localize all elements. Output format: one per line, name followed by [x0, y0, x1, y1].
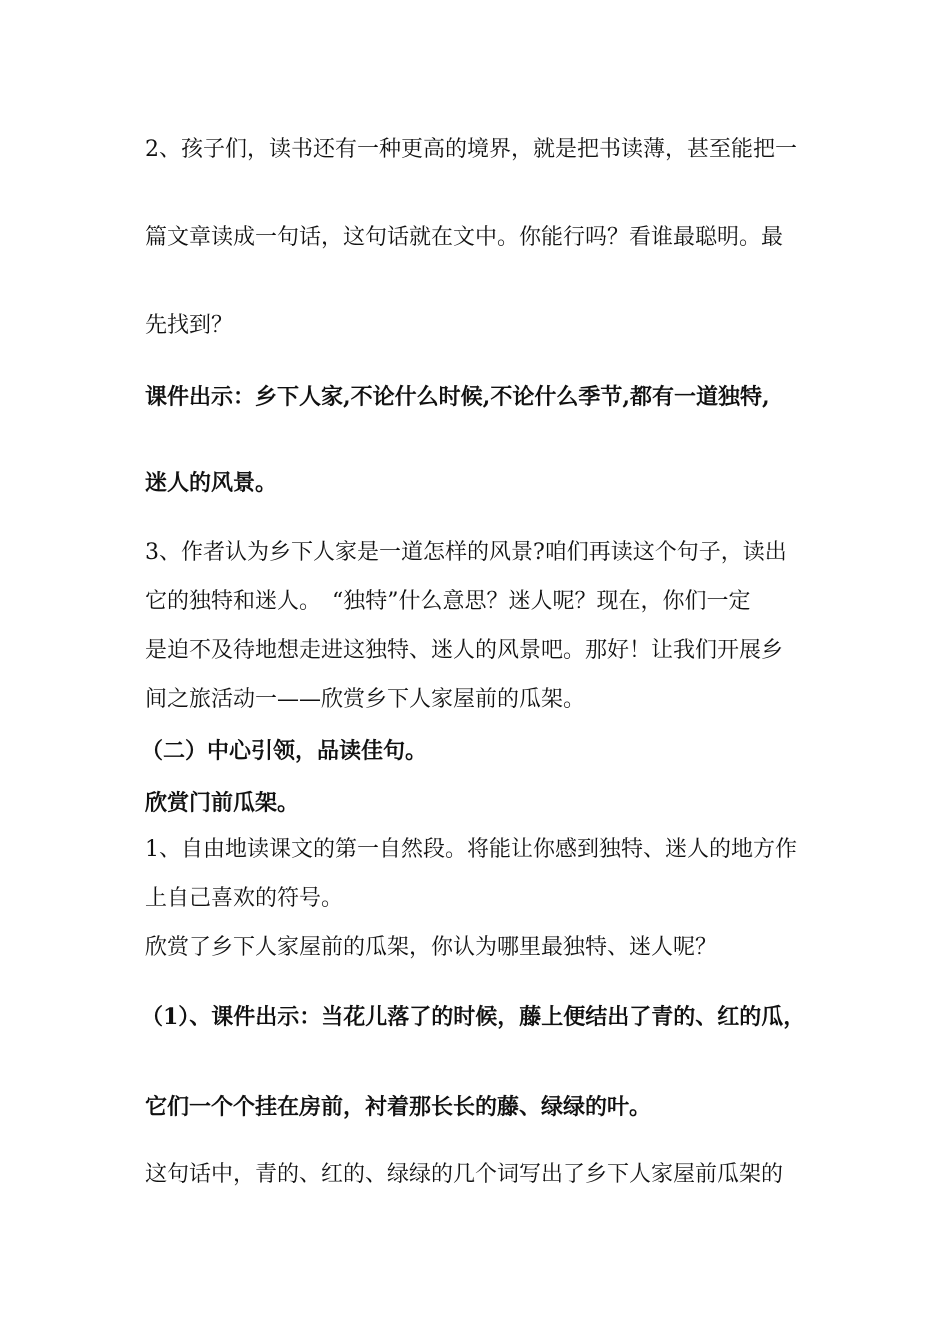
paragraph-5-line-1: 欣赏了乡下人家屋前的瓜架，你认为哪里最独特、迷人呢？ — [145, 935, 718, 960]
paragraph-2-line-1: 2、孩子们，读书还有一种更高的境界，就是把书读薄，甚至能把一 — [145, 137, 797, 162]
paragraph-3-line-4: 间之旅活动一——欣赏乡下人家屋前的瓜架。 — [145, 687, 586, 712]
courseware-quote-2-line-1: （1）、课件出示：当花儿落了的时候，藤上便结出了青的、红的瓜， — [141, 1004, 806, 1030]
paragraph-4-line-2: 上自己喜欢的符号。 — [145, 886, 344, 911]
paragraph-4-line-1: 1、自由地读课文的第一自然段。将能让你感到独特、迷人的地方作 — [145, 837, 797, 862]
paragraph-2-line-3: 先找到？ — [145, 313, 234, 338]
paragraph-3-line-3: 是迫不及待地想走进这独特、迷人的风景吧。那好！让我们开展乡 — [145, 638, 784, 663]
paragraph-3-line-1: 3、作者认为乡下人家是一道怎样的风景?咱们再读这个句子，读出 — [145, 540, 787, 565]
courseware-quote-1-line-1: 课件出示：乡下人家,不论什么时候,不论什么季节,都有一道独特, — [145, 384, 770, 410]
courseware-quote-1-line-2: 迷人的风景。 — [145, 470, 278, 496]
section-heading: （二）中心引领，品读佳句。 — [141, 738, 428, 764]
paragraph-3-line-2: 它的独特和迷人。 “独特”什么意思？迷人呢？现在，你们一定 — [145, 589, 751, 614]
paragraph-6-line-1: 这句话中，青的、红的、绿绿的几个词写出了乡下人家屋前瓜架的 — [145, 1162, 784, 1187]
courseware-quote-2-line-2: 它们一个个挂在房前，衬着那长长的藤、绿绿的叶。 — [145, 1094, 652, 1120]
paragraph-2-line-2: 篇文章读成一句话，这句话就在文中。你能行吗？看谁最聪明。最 — [145, 225, 784, 250]
subsection-heading: 欣赏门前瓜架。 — [145, 790, 300, 816]
